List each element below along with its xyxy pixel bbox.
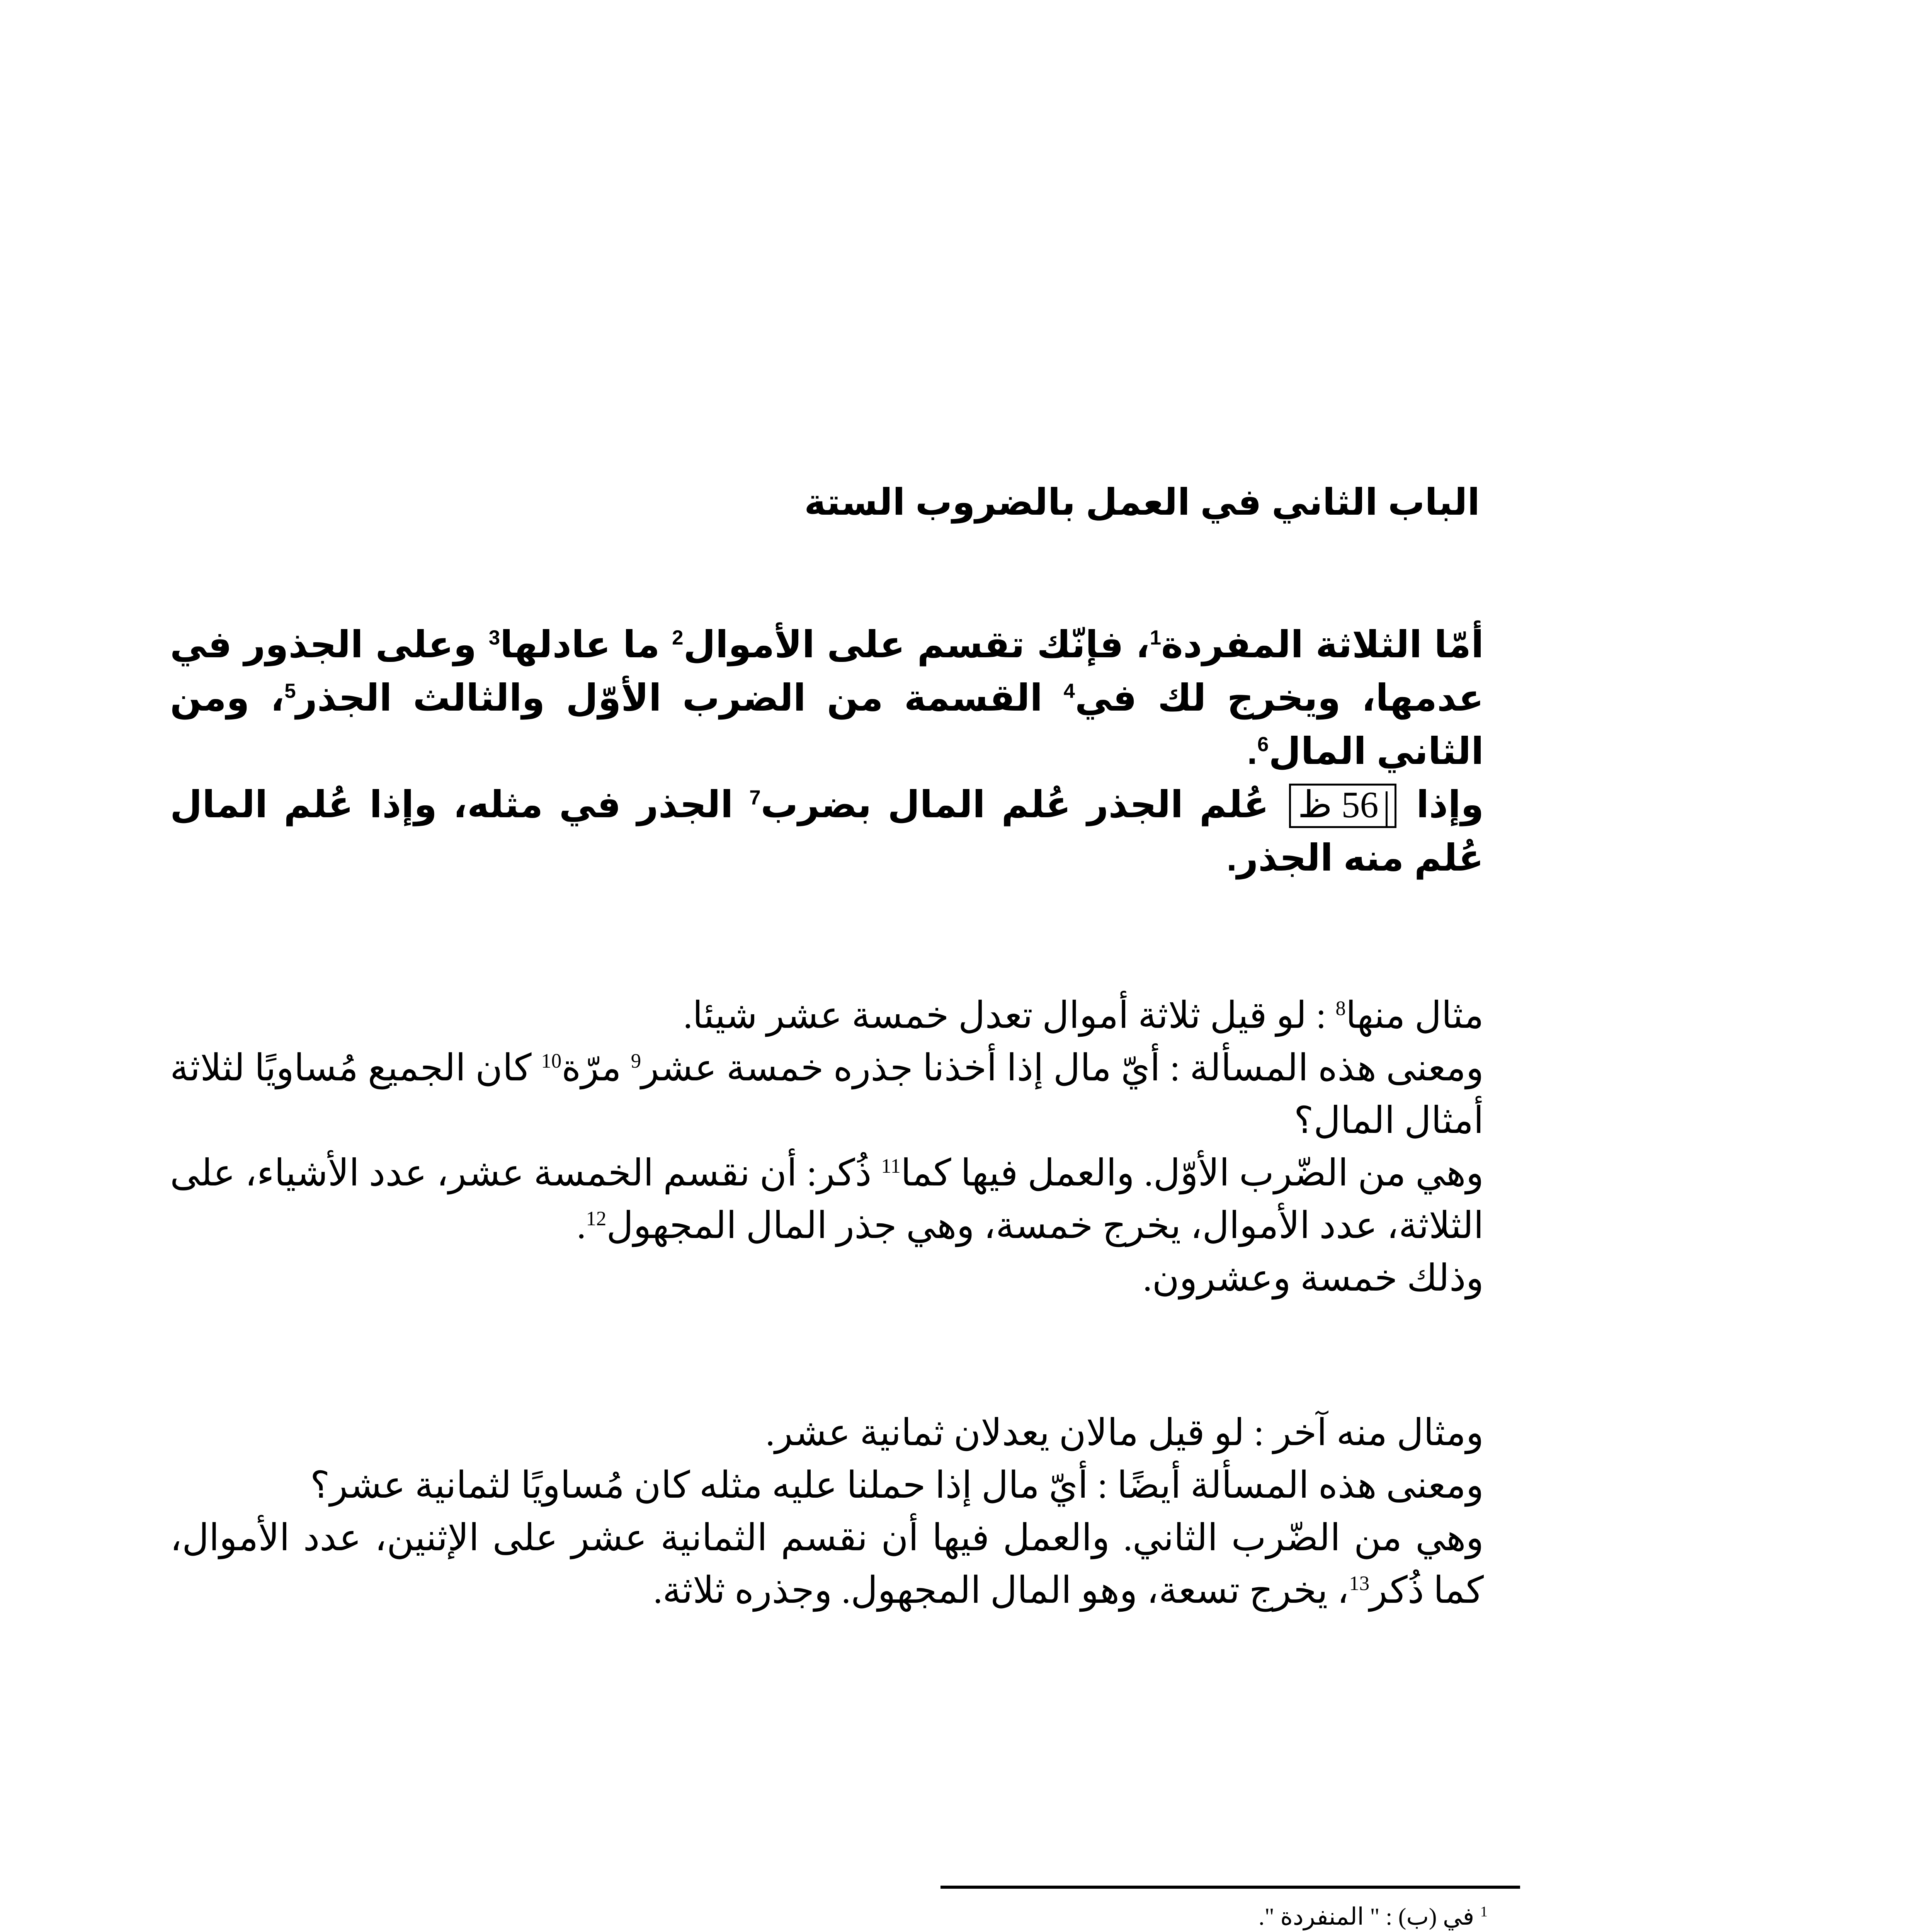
footnote-ref: 6 xyxy=(1257,733,1269,756)
example-one xyxy=(170,989,1484,1304)
footnote-ref: 13 xyxy=(1349,1572,1370,1595)
footnote-ref: 3 xyxy=(488,626,500,649)
folio-marker xyxy=(1289,784,1396,828)
footnotes xyxy=(638,1899,1488,1932)
bold-rule-paragraph xyxy=(170,618,1484,885)
footnote-ref: 1 xyxy=(1150,626,1162,649)
example-one-line: وهي من الضّرب الأوّل. والعمل فيها كما$^{11}$ ذُكر: أن نقسم الخمسة عشر، عدد الأشياء، على الثلاثة، عدد الأموال، يخرج خمسة، وهي جذر المال المجهول$^{12}$. xyxy=(170,1152,1484,1246)
example-one-line: وذلك خمسة وعشرون. xyxy=(1143,1257,1484,1299)
footnote-ref: 12 xyxy=(586,1208,607,1230)
footnote-ref: 11 xyxy=(881,1155,901,1177)
example-one-line: ومعنى هذه المسألة : أيّ مال إذا أخذنا جذره خمسة عشر$^9$ مرّة$^{10}$ كان الجميع مُساويًا لثلاثة أمثال المال؟ xyxy=(170,1047,1484,1141)
footnote-ref: 7 xyxy=(749,786,761,809)
folio-side: ظ xyxy=(1298,784,1332,825)
footnote-ref: 4 xyxy=(1063,680,1075,702)
example-two-line: وهي من الضّرب الثاني. والعمل فيها أن نقسم الثمانية عشر على الإثنين، عدد الأموال، كما ذُكر$^{13}$، يخرج تسعة، وهو المال المجهول. وجذره ثلاثة. xyxy=(170,1517,1484,1611)
chapter-title: الباب الثاني في العمل بالضروب الستة xyxy=(804,482,1480,523)
footnote-ref: 8 xyxy=(1335,997,1346,1020)
example-two-line: ومعنى هذه المسألة أيضًا : أيّ مال إذا حملنا عليه مثله كان مُساويًا لثمانية عشر؟ xyxy=(310,1464,1484,1506)
footnote-separator xyxy=(940,1886,1520,1889)
footnote: $^1$ في (ب) : " المنفردة ". xyxy=(1259,1903,1488,1930)
footnote-ref: 2 xyxy=(672,626,684,649)
folio-number: 56 xyxy=(1341,784,1379,825)
footnote-ref: 10 xyxy=(541,1050,562,1072)
footnote-ref: 5 xyxy=(284,680,296,702)
rule-statement: أمّا الثلاثة المفردة$^1$، فإنّك تقسم على الأموال$^2$ ما عادلها$^3$ وعلى الجذور في عدمها، ويخرج لك في$^4$ القسمة من الضرب الأوّل والثالث الجذر$^5$، ومن الثاني المال$^6$. xyxy=(170,624,1484,772)
footnote-ref: 9 xyxy=(631,1050,641,1072)
example-two-line: ومثال منه آخر : لو قيل مالان يعدلان ثمانية عشر. xyxy=(765,1412,1484,1453)
example-two xyxy=(170,1406,1484,1617)
example-one-line: مثال منها$^8$ : لو قيل ثلاثة أموال تعدل خمسة عشر شيئا. xyxy=(683,995,1484,1036)
rule-continuation: وإذا 56 ظ عُلم الجذر عُلم المال بضرب$^7$ الجذر في مثله، وإذا عُلم المال عُلم منه الجذر. xyxy=(170,784,1484,879)
